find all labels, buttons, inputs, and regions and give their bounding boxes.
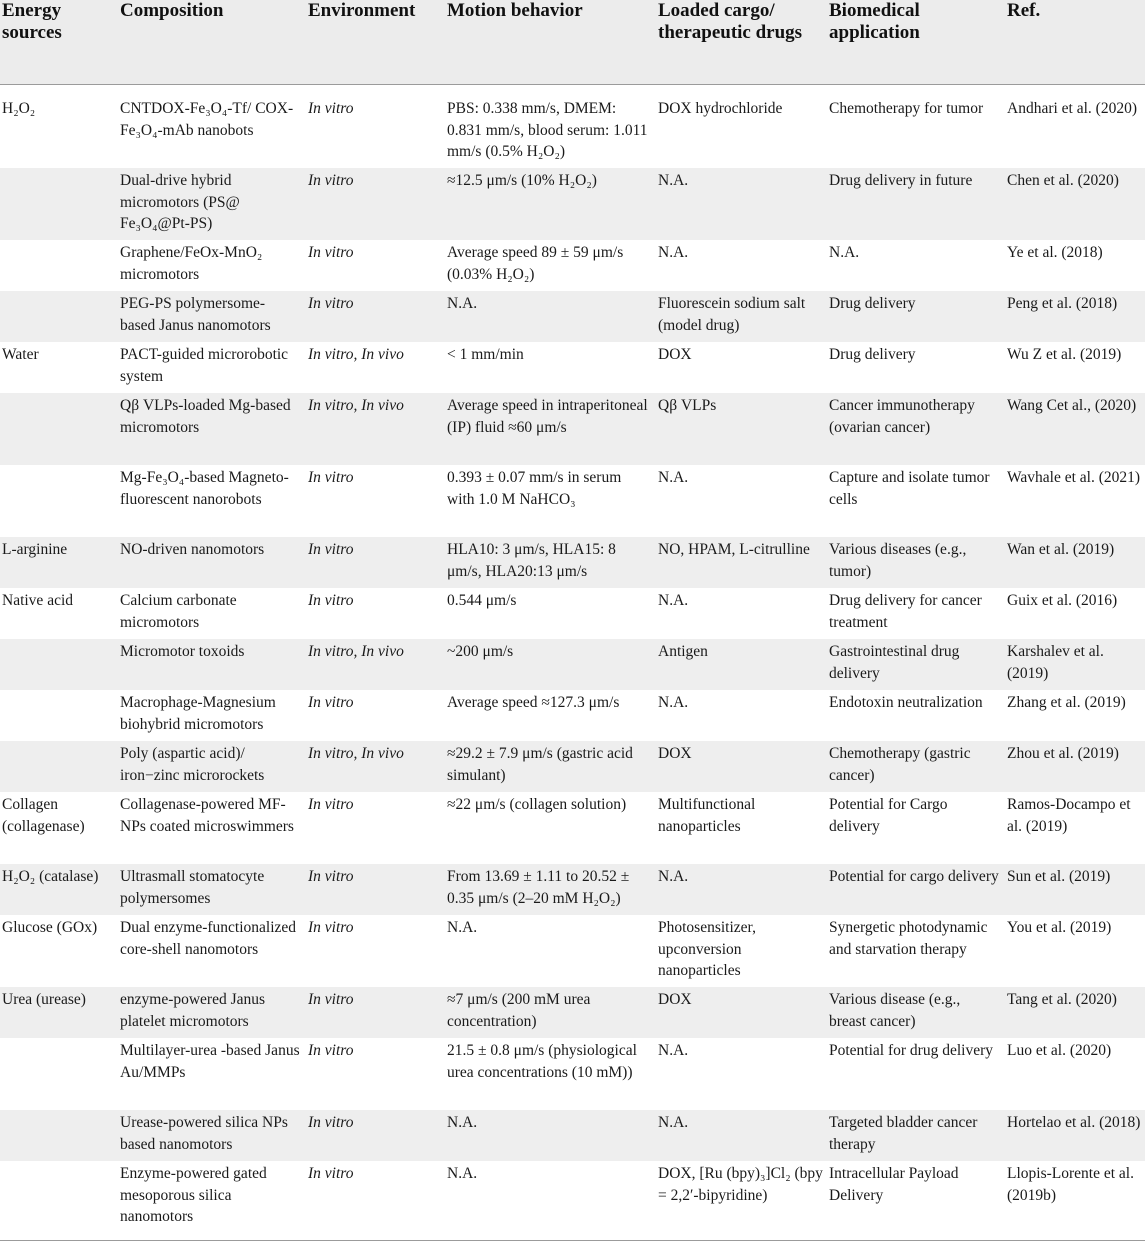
cell-cargo: N.A. xyxy=(658,694,689,711)
cell-motion: Average speed in intraperitoneal (IP) fluid ≈60 μm/s xyxy=(447,397,648,436)
table-row xyxy=(0,168,1145,240)
cell-ref: Llopis-Lorente et al. (2019b) xyxy=(1007,1165,1134,1204)
cell-source: H₂O₂ xyxy=(2,100,36,117)
cell-composition: Multilayer-urea -based Janus Au/MMPs xyxy=(120,1042,300,1081)
cell-composition: PEG-PS polymersome-based Janus nanomotors xyxy=(120,295,271,334)
table-row xyxy=(0,465,1145,537)
cell-application: Capture and isolate tumor cells xyxy=(829,469,990,508)
cell-composition: enzyme-powered Janus platelet micromotors xyxy=(120,991,266,1030)
cell-motion: N.A. xyxy=(447,295,478,312)
cell-motion: Average speed ≈127.3 μm/s xyxy=(447,694,620,711)
col-header-composition: Composition xyxy=(120,0,224,21)
cell-application: Chemotherapy for tumor xyxy=(829,100,984,117)
cell-cargo: N.A. xyxy=(658,469,689,486)
cell-motion: N.A. xyxy=(447,1165,478,1182)
cell-application: N.A. xyxy=(829,244,860,261)
col-header-energy-sources: Energy sources xyxy=(2,0,62,43)
cell-cargo: N.A. xyxy=(658,868,689,885)
cell-environment: In vitro, In vivo xyxy=(308,745,404,762)
table-row xyxy=(0,96,1145,168)
cell-motion: From 13.69 ± 1.11 to 20.52 ± 0.35 μm/s (2–20 mM H₂O₂) xyxy=(447,868,630,907)
cell-environment: In vitro xyxy=(308,592,354,609)
cell-ref: Karshalev et al. (2019) xyxy=(1007,643,1104,682)
cell-environment: In vitro, In vivo xyxy=(308,643,404,660)
cell-ref: Zhou et al. (2019) xyxy=(1007,745,1119,762)
cell-ref: Wan et al. (2019) xyxy=(1007,541,1115,558)
col-header-loaded-cargo: Loaded cargo/ therapeutic drugs xyxy=(658,0,803,43)
cell-application: Gastrointestinal drug delivery xyxy=(829,643,960,682)
cell-composition: Dual enzyme-functionalized core-shell nanomotors xyxy=(120,919,297,958)
cell-environment: In vitro xyxy=(308,295,354,312)
cell-cargo: Antigen xyxy=(658,643,708,660)
cell-source: Urea (urease) xyxy=(2,991,86,1008)
table-row xyxy=(0,1161,1145,1236)
cell-motion: 21.5 ± 0.8 μm/s (physiological urea concentrations (10 mM)) xyxy=(447,1042,637,1081)
cell-source: Collagen (collagenase) xyxy=(2,796,85,835)
table-row xyxy=(0,987,1145,1038)
cell-application: Drug delivery for cancer treatment xyxy=(829,592,982,631)
cell-ref: Hortelao et al. (2018) xyxy=(1007,1114,1141,1131)
cell-environment: In vitro xyxy=(308,1042,354,1059)
cell-application: Various diseases (e.g., tumor) xyxy=(829,541,967,580)
cell-application: Drug delivery in future xyxy=(829,172,973,189)
table-row xyxy=(0,792,1145,864)
cell-motion: < 1 mm/min xyxy=(447,346,524,363)
cell-environment: In vitro xyxy=(308,469,354,486)
cell-cargo: N.A. xyxy=(658,172,689,189)
cell-cargo: DOX xyxy=(658,991,692,1008)
cell-cargo: DOX xyxy=(658,346,692,363)
cell-application: Drug delivery xyxy=(829,346,916,363)
col-header-environment: Environment xyxy=(308,0,416,21)
cell-application: Targeted bladder cancer therapy xyxy=(829,1114,978,1153)
cell-ref: Tang et al. (2020) xyxy=(1007,991,1117,1008)
table-row xyxy=(0,537,1145,588)
cell-motion: HLA10: 3 μm/s, HLA15: 8 μm/s, HLA20:13 μm/s xyxy=(447,541,616,580)
table-row xyxy=(0,240,1145,291)
cell-environment: In vitro, In vivo xyxy=(308,397,404,414)
cell-composition: Graphene/FeOx-MnO₂ micromotors xyxy=(120,244,263,283)
cell-cargo: N.A. xyxy=(658,1114,689,1131)
cell-application: Cancer immunotherapy (ovarian cancer) xyxy=(829,397,975,436)
cell-composition: Dual-drive hybrid micromotors (PS@ Fe₃O₄@Pt-PS) xyxy=(120,172,240,232)
col-header-ref: Ref. xyxy=(1007,0,1041,21)
cell-composition: NO-driven nanomotors xyxy=(120,541,265,558)
cell-composition: Ultrasmall stomatocyte polymersomes xyxy=(120,868,265,907)
cell-composition: Urease-powered silica NPs based nanomotors xyxy=(120,1114,288,1153)
cell-composition: Collagenase-powered MF-NPs coated microswimmers xyxy=(120,796,294,835)
cell-motion: ≈29.2 ± 7.9 μm/s (gastric acid simulant) xyxy=(447,745,633,784)
table-row xyxy=(0,1038,1145,1110)
cell-composition: Macrophage-Magnesium biohybrid micromotors xyxy=(120,694,276,733)
table-row xyxy=(0,393,1145,465)
cell-motion: Average speed 89 ± 59 μm/s (0.03% H₂O₂) xyxy=(447,244,624,283)
cell-ref: Andhari et al. (2020) xyxy=(1007,100,1137,117)
cell-motion: 0.393 ± 0.07 mm/s in serum with 1.0 M NaHCO₃ xyxy=(447,469,622,508)
cell-source: Water xyxy=(2,346,39,363)
cell-application: Intracellular Payload Delivery xyxy=(829,1165,959,1204)
cell-composition: Poly (aspartic acid)/ iron−zinc microrockets xyxy=(120,745,265,784)
cell-motion: N.A. xyxy=(447,1114,478,1131)
cell-environment: In vitro xyxy=(308,541,354,558)
cell-composition: PACT-guided microrobotic system xyxy=(120,346,289,385)
cell-environment: In vitro xyxy=(308,919,354,936)
cell-cargo: Qβ VLPs xyxy=(658,397,717,414)
cell-composition: Enzyme-powered gated mesoporous silica nanomotors xyxy=(120,1165,267,1225)
cell-cargo: Photosensitizer, upconversion nanoparticles xyxy=(658,919,756,979)
cell-ref: Peng et al. (2018) xyxy=(1007,295,1118,312)
cell-ref: Wavhale et al. (2021) xyxy=(1007,469,1141,486)
cell-ref: Wu Z et al. (2019) xyxy=(1007,346,1122,363)
cell-ref: Wang Cet al., (2020) xyxy=(1007,397,1137,414)
cell-application: Potential for Cargo delivery xyxy=(829,796,948,835)
cell-motion: ≈12.5 μm/s (10% H₂O₂) xyxy=(447,172,597,189)
table-row xyxy=(0,588,1145,639)
cell-motion: N.A. xyxy=(447,919,478,936)
table-row xyxy=(0,741,1145,792)
header-divider xyxy=(0,84,1145,85)
cell-environment: In vitro xyxy=(308,1165,354,1182)
cell-cargo: DOX xyxy=(658,745,692,762)
cell-cargo: N.A. xyxy=(658,244,689,261)
cell-ref: Luo et al. (2020) xyxy=(1007,1042,1112,1059)
cell-environment: In vitro xyxy=(308,172,354,189)
cell-application: Drug delivery xyxy=(829,295,916,312)
cell-composition: Qβ VLPs-loaded Mg-based micromotors xyxy=(120,397,291,436)
table-row xyxy=(0,690,1145,741)
cell-source: H₂O₂ (catalase) xyxy=(2,868,99,885)
cell-application: Potential for drug delivery xyxy=(829,1042,993,1059)
table-row xyxy=(0,639,1145,690)
table-row xyxy=(0,291,1145,342)
cell-cargo: Multifunctional nanoparticles xyxy=(658,796,756,835)
cell-ref: You et al. (2019) xyxy=(1007,919,1112,936)
table-row xyxy=(0,342,1145,393)
cell-environment: In vitro, In vivo xyxy=(308,346,404,363)
cell-source: Glucose (GOx) xyxy=(2,919,98,936)
cell-cargo: DOX hydrochloride xyxy=(658,100,783,117)
cell-application: Chemotherapy (gastric cancer) xyxy=(829,745,971,784)
cell-environment: In vitro xyxy=(308,694,354,711)
cell-composition: Micromotor toxoids xyxy=(120,643,245,660)
cell-application: Various disease (e.g., breast cancer) xyxy=(829,991,961,1030)
cell-ref: Chen et al. (2020) xyxy=(1007,172,1119,189)
cell-motion: PBS: 0.338 mm/s, DMEM: 0.831 mm/s, blood serum: 1.011 mm/s (0.5% H₂O₂) xyxy=(447,100,648,160)
table-row xyxy=(0,1110,1145,1161)
cell-cargo: N.A. xyxy=(658,592,689,609)
cell-environment: In vitro xyxy=(308,100,354,117)
cell-source: L-arginine xyxy=(2,541,68,558)
cell-environment: In vitro xyxy=(308,991,354,1008)
cell-ref: Ye et al. (2018) xyxy=(1007,244,1103,261)
col-header-biomedical-application: Biomedical application xyxy=(829,0,920,43)
table-row xyxy=(0,864,1145,915)
cell-environment: In vitro xyxy=(308,796,354,813)
cell-ref: Zhang et al. (2019) xyxy=(1007,694,1126,711)
cell-environment: In vitro xyxy=(308,244,354,261)
cell-application: Synergetic photodynamic and starvation therapy xyxy=(829,919,988,958)
cell-motion: 0.544 μm/s xyxy=(447,592,517,609)
cell-motion: ≈22 μm/s (collagen solution) xyxy=(447,796,627,813)
cell-cargo: N.A. xyxy=(658,1042,689,1059)
cell-cargo: DOX, [Ru (bpy)₃]Cl₂ (bpy = 2,2′-bipyridine) xyxy=(658,1165,823,1204)
cell-source: Native acid xyxy=(2,592,74,609)
bottom-divider xyxy=(0,1240,1145,1241)
cell-application: Potential for cargo delivery xyxy=(829,868,999,885)
cell-motion: ~200 μm/s xyxy=(447,643,514,660)
col-header-motion-behavior: Motion behavior xyxy=(447,0,583,21)
cell-composition: Calcium carbonate micromotors xyxy=(120,592,237,631)
cell-composition: CNTDOX-Fe₃O₄-Tf/ COX-Fe₃O₄-mAb nanobots xyxy=(120,100,294,139)
cell-cargo: NO, HPAM, L-citrulline xyxy=(658,541,810,558)
cell-motion: ≈7 μm/s (200 mM urea concentration) xyxy=(447,991,591,1030)
cell-environment: In vitro xyxy=(308,1114,354,1131)
cell-application: Endotoxin neutralization xyxy=(829,694,983,711)
cell-ref: Guix et al. (2016) xyxy=(1007,592,1118,609)
cell-cargo: Fluorescein sodium salt (model drug) xyxy=(658,295,806,334)
cell-ref: Sun et al. (2019) xyxy=(1007,868,1111,885)
table-row xyxy=(0,915,1145,987)
cell-composition: Mg-Fe₃O₄-based Magneto-fluorescent nanorobots xyxy=(120,469,289,508)
cell-environment: In vitro xyxy=(308,868,354,885)
cell-ref: Ramos-Docampo et al. (2019) xyxy=(1007,796,1131,835)
